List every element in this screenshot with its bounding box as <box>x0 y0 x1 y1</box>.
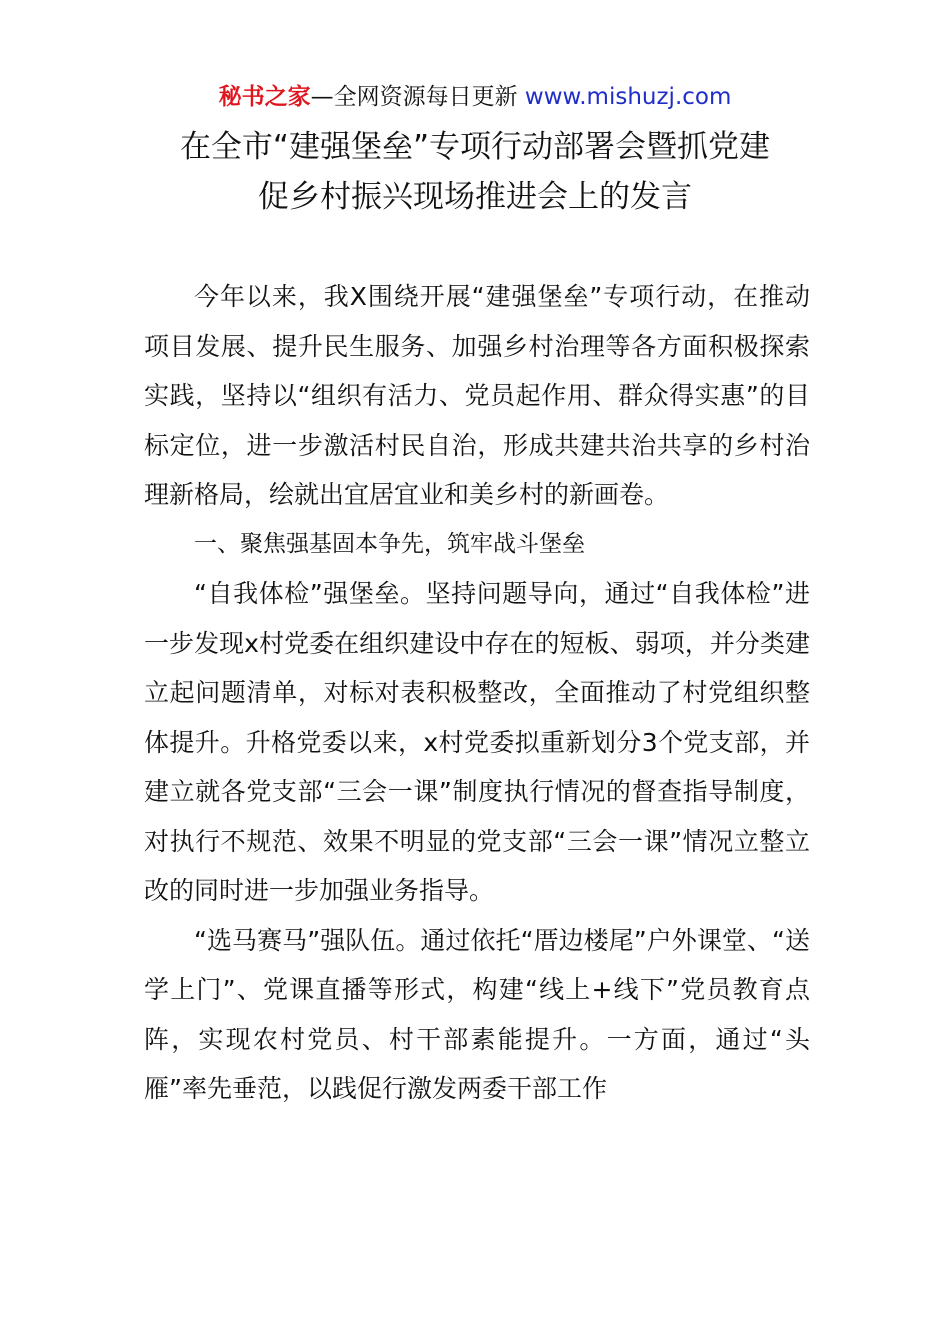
body-paragraph: “选马赛马”强队伍。通过依托“厝边楼尾”户外课堂、“送学上门”、党课直播等形式，构建“线上+线下”党员教育点阵，实现农村党员、村干部素能提升。一方面，通过“头雁”率先垂范，以践促行激发两委干部工作 <box>144 925 810 1103</box>
section-heading: 一、聚焦强基固本争先，筑牢战斗堡垒 <box>194 530 585 557</box>
site-url-link[interactable]: www.mishuzj.com <box>524 84 732 110</box>
body-paragraph: 今年以来，我X围绕开展“建强堡垒”专项行动，在推动项目发展、提升民生服务、加强乡村治理等各方面积极探索实践，坚持以“组织有活力、党员起作用、群众得实惠”的目标定位，进一步激活村民自治，形成共建共治共享的乡村治理新格局，绘就出宜居宜业和美乡村的新画卷。 <box>144 282 810 509</box>
site-header <box>0 80 950 114</box>
document-body <box>144 272 810 1114</box>
document-title <box>0 122 950 222</box>
brand-name: 秘书之家 <box>218 84 311 110</box>
header-tagline: —全网资源每日更新 <box>310 84 518 110</box>
body-paragraph: “自我体检”强堡垒。坚持问题导向，通过“自我体检”进一步发现x村党委在组织建设中存在的短板、弱项，并分类建立起问题清单，对标对表积极整改，全面推动了村党组织整体提升。升格党委以来，x村党委拟重新划分3个党支部，并建立就各党支部“三会一课”制度执行情况的督查指导制度，对执行不规范、效果不明显的党支部“三会一课”情况立整立改的同时进一步加强业务指导。 <box>144 579 810 905</box>
title-line-1: 在全市“建强堡垒”专项行动部署会暨抓党建 <box>179 129 771 165</box>
title-line-2: 促乡村振兴现场推进会上的发言 <box>258 179 692 215</box>
